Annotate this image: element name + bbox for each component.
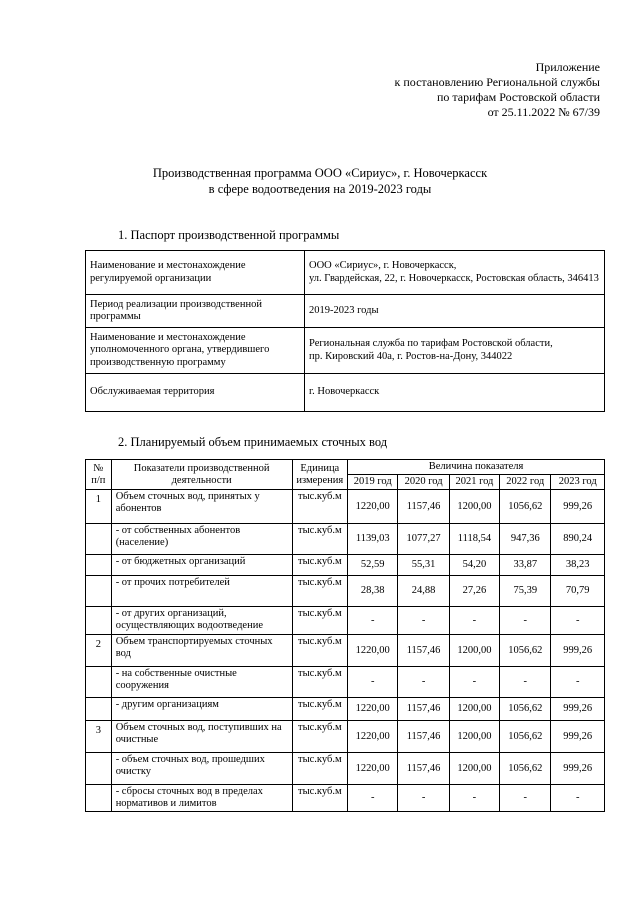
row-value: 24,88 — [398, 576, 449, 607]
col-header-year: 2020 год — [398, 475, 449, 490]
passport-row — [86, 328, 605, 374]
row-value: - — [348, 607, 398, 635]
row-number: 3 — [86, 721, 112, 753]
header-row — [86, 460, 605, 475]
section-2-heading: 2. Планируемый объем принимаемых сточных вод — [118, 435, 388, 449]
wastewater-volume-table — [85, 459, 605, 812]
table-body — [86, 490, 605, 812]
table-row — [86, 721, 605, 753]
row-value: 33,87 — [500, 555, 551, 576]
appendix-line: Приложение — [535, 60, 600, 74]
row-value: 54,20 — [449, 555, 499, 576]
col-header-year: 2021 год — [449, 475, 499, 490]
row-value: - — [551, 785, 605, 812]
title-line: в сфере водоотведения на 2019-2023 годы — [208, 182, 432, 196]
row-value: 999,26 — [551, 490, 605, 524]
row-number — [86, 698, 112, 721]
col-header-year: 2022 год — [500, 475, 551, 490]
row-value: - — [348, 667, 398, 698]
table-row — [86, 667, 605, 698]
passport-label: Наименование и местонахождение уполномоченного органа, утвердившего производственную программу — [86, 328, 305, 374]
row-value: 55,31 — [398, 555, 449, 576]
row-value: 999,26 — [551, 635, 605, 667]
row-value: 1157,46 — [398, 490, 449, 524]
row-value: 1157,46 — [398, 721, 449, 753]
row-value: 75,39 — [500, 576, 551, 607]
row-value: 1220,00 — [348, 753, 398, 785]
col-header-indicator: Показатели производственной деятельности — [111, 460, 292, 490]
row-value: 1220,00 — [348, 490, 398, 524]
passport-row — [86, 374, 605, 412]
passport-row — [86, 295, 605, 328]
table-row — [86, 785, 605, 812]
table-row — [86, 490, 605, 524]
row-value: 1220,00 — [348, 635, 398, 667]
row-unit: тыс.куб.м — [292, 785, 347, 812]
row-number — [86, 667, 112, 698]
row-number — [86, 576, 112, 607]
title-line: Производственная программа ООО «Сириус», г. Новочеркасск — [152, 166, 488, 180]
passport-value-line: 2019-2023 годы — [309, 304, 379, 316]
row-unit: тыс.куб.м — [292, 667, 347, 698]
row-value: 890,24 — [551, 524, 605, 555]
section-1-heading: 1. Паспорт производственной программы — [118, 228, 340, 242]
row-value: 1139,03 — [348, 524, 398, 555]
col-header-unit: Единица измерения — [292, 460, 347, 490]
row-value: 1157,46 — [398, 698, 449, 721]
row-value: 1200,00 — [449, 635, 499, 667]
row-number — [86, 753, 112, 785]
row-indicator: - сбросы сточных вод в пределах нормативов и лимитов — [111, 785, 292, 812]
row-value: 1200,00 — [449, 721, 499, 753]
row-unit: тыс.куб.м — [292, 576, 347, 607]
row-value: 1220,00 — [348, 698, 398, 721]
passport-value-line: Региональная служба по тарифам Ростовской области, — [309, 338, 553, 349]
row-indicator: - от собственных абонентов (население) — [111, 524, 292, 555]
row-value: 1118,54 — [449, 524, 499, 555]
row-number — [86, 607, 112, 635]
row-value: 1200,00 — [449, 698, 499, 721]
row-value: 999,26 — [551, 753, 605, 785]
row-indicator: Объем сточных вод, принятых у абонентов — [111, 490, 292, 524]
row-number: 1 — [86, 490, 112, 524]
appendix-line: к постановлению Региональной службы — [394, 75, 600, 89]
appendix-line: от 25.11.2022 № 67/39 — [487, 105, 600, 119]
row-value: 28,38 — [348, 576, 398, 607]
passport-label: Обслуживаемая территория — [86, 374, 305, 412]
row-value: 27,26 — [449, 576, 499, 607]
row-indicator: - от прочих потребителей — [111, 576, 292, 607]
row-value: 999,26 — [551, 721, 605, 753]
passport-value — [305, 295, 605, 328]
row-value: 1200,00 — [449, 490, 499, 524]
row-indicator: - другим организациям — [111, 698, 292, 721]
row-number: 2 — [86, 635, 112, 667]
passport-value-line: ООО «Сириус», г. Новочеркасск, — [309, 260, 457, 271]
table-row — [86, 698, 605, 721]
document-title — [40, 165, 600, 197]
passport-value-line: ул. Гвардейская, 22, г. Новочеркасск, Ростовская область, 346413 — [309, 272, 599, 284]
row-value: 947,36 — [500, 524, 551, 555]
appendix-header — [300, 60, 600, 120]
row-value: - — [551, 667, 605, 698]
row-value: - — [500, 607, 551, 635]
row-unit: тыс.куб.м — [292, 555, 347, 576]
passport-value — [305, 251, 605, 295]
row-value: - — [398, 785, 449, 812]
row-value: 1157,46 — [398, 753, 449, 785]
row-indicator: Объем транспортируемых сточных вод — [111, 635, 292, 667]
table-row — [86, 753, 605, 785]
col-header-year: 2019 год — [348, 475, 398, 490]
row-value: - — [449, 607, 499, 635]
row-value: - — [398, 607, 449, 635]
row-number — [86, 524, 112, 555]
row-unit: тыс.куб.м — [292, 490, 347, 524]
col-header-no: № п/п — [86, 460, 112, 490]
row-value: 70,79 — [551, 576, 605, 607]
row-value: 1157,46 — [398, 635, 449, 667]
row-value: 999,26 — [551, 698, 605, 721]
row-indicator: - от бюджетных организаций — [111, 555, 292, 576]
row-indicator: - объем сточных вод, прошедших очистку — [111, 753, 292, 785]
passport-value — [305, 328, 605, 374]
row-value: - — [449, 785, 499, 812]
row-unit: тыс.куб.м — [292, 753, 347, 785]
col-header-value-group: Величина показателя — [348, 460, 605, 475]
row-unit: тыс.куб.м — [292, 607, 347, 635]
table-row — [86, 635, 605, 667]
row-value: - — [449, 667, 499, 698]
row-value: 1056,62 — [500, 635, 551, 667]
row-value: 52,59 — [348, 555, 398, 576]
row-indicator: - от других организаций, осуществляющих водоотведение — [111, 607, 292, 635]
passport-value-line: г. Новочеркасск — [309, 386, 380, 398]
row-unit: тыс.куб.м — [292, 698, 347, 721]
row-value: - — [500, 785, 551, 812]
row-value: - — [398, 667, 449, 698]
passport-value-line: пр. Кировский 40а, г. Ростов-на-Дону, 344022 — [309, 350, 513, 362]
appendix-line: по тарифам Ростовской области — [436, 90, 600, 104]
table-row — [86, 555, 605, 576]
passport-row — [86, 251, 605, 295]
passport-label: Наименование и местонахождение регулируемой организации — [86, 251, 305, 295]
row-value: 1056,62 — [500, 698, 551, 721]
row-indicator: - на собственные очистные сооружения — [111, 667, 292, 698]
row-value: 1220,00 — [348, 721, 398, 753]
passport-value — [305, 374, 605, 412]
table-row — [86, 607, 605, 635]
row-indicator: Объем сточных вод, поступивших на очистные — [111, 721, 292, 753]
row-value: - — [348, 785, 398, 812]
table-row — [86, 524, 605, 555]
passport-label: Период реализации производственной программы — [86, 295, 305, 328]
row-number — [86, 785, 112, 812]
row-value: - — [500, 667, 551, 698]
row-unit: тыс.куб.м — [292, 721, 347, 753]
row-value: 1056,62 — [500, 490, 551, 524]
row-number — [86, 555, 112, 576]
row-value: 1056,62 — [500, 753, 551, 785]
passport-table — [85, 250, 605, 412]
table-row — [86, 576, 605, 607]
row-unit: тыс.куб.м — [292, 635, 347, 667]
row-value: 1056,62 — [500, 721, 551, 753]
row-value: 1200,00 — [449, 753, 499, 785]
row-value: 38,23 — [551, 555, 605, 576]
row-value: - — [551, 607, 605, 635]
row-unit: тыс.куб.м — [292, 524, 347, 555]
col-header-year: 2023 год — [551, 475, 605, 490]
row-value: 1077,27 — [398, 524, 449, 555]
